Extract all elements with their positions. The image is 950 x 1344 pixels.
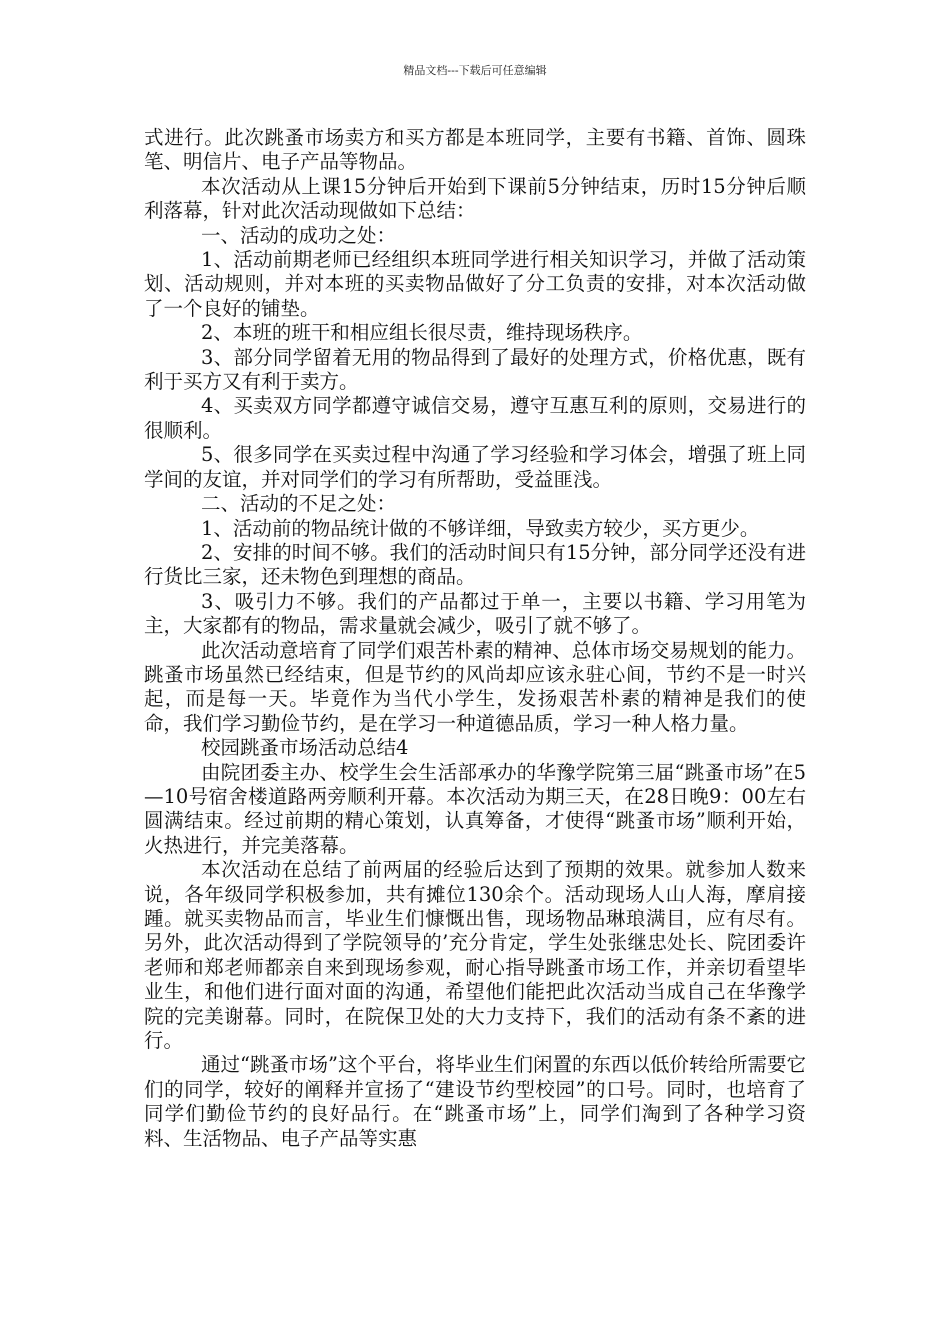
paragraph: 1、活动前期老师已经组织本班同学进行相关知识学习，并做了活动策划、活动规则，并对本班的买卖物品做好了分工负责的安排，对本次活动做了一个良好的铺垫。 [144, 248, 806, 320]
paragraph: 3、部分同学留着无用的物品得到了最好的处理方式，价格优惠，既有利于买方又有利于卖方。 [144, 345, 806, 394]
document-body [144, 126, 806, 1151]
paragraph: 由院团委主办、校学生会生活部承办的华豫学院第三届“跳蚤市场”在5—10号宿舍楼道路两旁顺利开幕。本次活动为期三天，在28日晚9：00左右圆满结束。经过前期的精心策划，认真筹备，才使得“跳蚤市场”顺利开始，火热进行，并完美落幕。 [144, 760, 806, 857]
paragraph: 本次活动从上课15分钟后开始到下课前5分钟结束，历时15分钟后顺利落幕，针对此次活动现做如下总结： [144, 174, 806, 223]
paragraph: 此次活动意培育了同学们艰苦朴素的精神、总体市场交易规划的能力。跳蚤市场虽然已经结束，但是节约的风尚却应该永驻心间，节约不是一时兴起，而是每一天。毕竟作为当代小学生，发扬艰苦朴素的精神是我们的使命，我们学习勤俭节约，是在学习一种道德品质，学习一种人格力量。 [144, 638, 806, 735]
paragraph: 2、本班的班干和相应组长很尽责，维持现场秩序。 [201, 321, 643, 345]
section-title: 校园跳蚤市场活动总结4 [201, 736, 409, 760]
paragraph: 4、买卖双方同学都遵守诚信交易，遵守互惠互利的原则，交易进行的很顺利。 [144, 394, 806, 442]
section-heading: 二、活动的不足之处： [201, 492, 397, 516]
paragraph: 5、很多同学在买卖过程中沟通了学习经验和学习体会，增强了班上同学间的友谊，并对同学们的学习有所帮助，受益匪浅。 [144, 443, 806, 491]
paragraph: 1、活动前的物品统计做的不够详细，导致卖方较少，买方更少。 [201, 516, 760, 540]
paragraph: 3、吸引力不够。我们的产品都过于单一，主要以书籍、学习用笔为主，大家都有的物品，需求量就会减少，吸引了就不够了。 [144, 589, 806, 638]
paragraph: 本次活动在总结了前两届的经验后达到了预期的效果。就参加人数来说，各年级同学积极参加，共有摊位130余个。活动现场人山人海，摩肩接踵。就买卖物品而言，毕业生们慷慨出售，现场物品琳琅满目，应有尽有。另外，此次活动得到了学院领导的’充分肯定，学生处张继忠处长、院团委许老师和郑老师都亲自来到现场参观，耐心指导跳蚤市场工作，并亲切看望毕业生，和他们进行面对面的沟通，希望他们能把此次活动当成自己在华豫学院的完美谢幕。同时，在院保卫处的大力支持下，我们的活动有条不紊的进行。 [144, 858, 806, 1053]
page-header: 精品文档---下载后可任意编辑 [403, 64, 547, 77]
section-heading: 一、活动的成功之处： [201, 223, 397, 247]
paragraph: 式进行。此次跳蚤市场卖方和买方都是本班同学，主要有书籍、首饰、圆珠笔、明信片、电子产品等物品。 [144, 126, 806, 174]
paragraph: 通过“跳蚤市场”这个平台，将毕业生们闲置的东西以低价转给所需要它们的同学，较好的阐释并宣扬了“建设节约型校园”的口号。同时，也培育了同学们勤俭节约的良好品行。在“跳蚤市场”上，同学们淘到了各种学习资料、生活物品、电子产品等实惠 [144, 1053, 806, 1150]
paragraph: 2、安排的时间不够。我们的活动时间只有15分钟，部分同学还没有进行货比三家，还未物色到理想的商品。 [144, 540, 806, 589]
